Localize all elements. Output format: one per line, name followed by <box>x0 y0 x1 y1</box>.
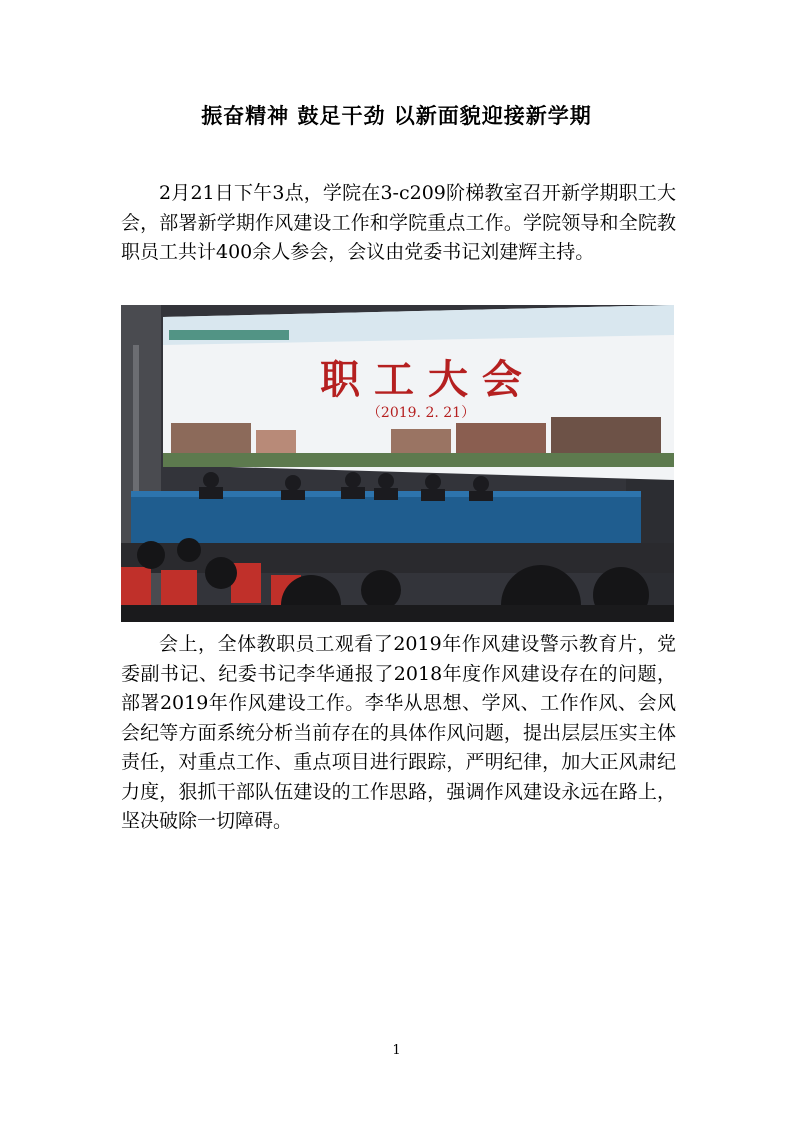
page-number: 1 <box>392 1043 401 1058</box>
banner-title: 职 工 大 会 <box>320 356 522 403</box>
meeting-photo <box>121 305 674 622</box>
article-title: 振奋精神 鼓足干劲 以新面貌迎接新学期 <box>201 104 592 128</box>
paragraph-2: 会上，全体教职员工观看了2019年作风建设警示教育片，党委副书记、纪委书记李华通报了2018年度作风建设存在的问题，部署2019年作风建设工作。李华从思想、学风、工作作风、会风会纪等方面系统分析当前存在的具体作风问题，提出层层压实主体责任，对重点工作、重点项目进行跟踪，严明纪律，加大正风肃纪力度，狠抓干部队伍建设的工作思路，强调作风建设永远在路上，坚决破除一切障碍。 <box>121 633 676 832</box>
paragraph-1: 2月21日下午3点，学院在3-c209阶梯教室召开新学期职工大会，部署新学期作风建设工作和学院重点工作。学院领导和全院教职员工共计400余人参会，会议由党委书记刘建辉主持。 <box>121 182 676 263</box>
banner-date: （2019. 2. 21） <box>366 405 476 421</box>
